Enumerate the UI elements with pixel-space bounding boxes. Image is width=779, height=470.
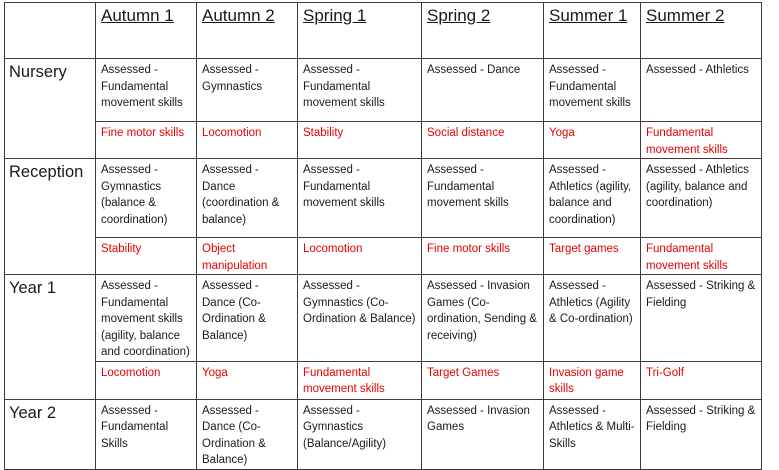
table-row: [5, 399, 762, 469]
assessed-cell: [544, 159, 641, 238]
focus-cell: [298, 122, 422, 159]
focus-text: Stability: [101, 243, 142, 255]
focus-cell: [298, 361, 422, 399]
term-header-summer-1: [544, 3, 641, 59]
assessed-text: Assessed - Athletics (agility, balance and coordination): [549, 164, 632, 226]
assessed-text: Assessed - Striking & Fielding: [646, 404, 756, 433]
focus-cell: [422, 122, 544, 159]
focus-cell: [544, 238, 641, 275]
focus-text: Target Games: [427, 366, 500, 379]
assessed-cell: [544, 275, 641, 362]
assessed-text: Assessed - Gymnastics (Co-Ordination & Balance): [303, 280, 416, 325]
term-header-summer-2: [641, 3, 762, 59]
assessed-cell: [641, 159, 762, 238]
assessed-text: Assessed - Fundamental movement skills: [427, 164, 509, 209]
year-label: Year 1: [9, 279, 57, 297]
year-label: Reception: [9, 163, 84, 181]
assessed-cell: [96, 399, 197, 469]
pe-curriculum-table: [4, 2, 762, 470]
assessed-text: Assessed - Fundamental movement skills: [303, 164, 385, 209]
assessed-cell: [197, 59, 298, 122]
assessed-text: Assessed - Fundamental movement skills (agility, balance and coordination): [101, 280, 190, 358]
assessed-text: Assessed - Invasion Games (Co-ordination, Sending & receiving): [427, 280, 537, 342]
term-header-spring-2: [422, 3, 544, 59]
focus-cell: [544, 122, 641, 159]
assessed-text: Assessed - Athletics & Multi-Skills: [549, 404, 635, 450]
assessed-text: Assessed - Fundamental movement skills: [101, 64, 183, 109]
assessed-text: Assessed - Dance (Co-Ordination & Balance): [202, 404, 266, 466]
focus-cell: [197, 361, 298, 399]
focus-text: Stability: [303, 127, 344, 139]
term-label: Autumn 1: [101, 6, 174, 25]
focus-text: Tri-Golf: [646, 366, 684, 379]
assessed-cell: [298, 399, 422, 469]
term-label: Autumn 2: [202, 6, 275, 25]
assessed-cell: [422, 275, 544, 362]
assessed-text: Assessed - Fundamental Skills: [101, 404, 169, 450]
focus-text: Object manipulation: [202, 243, 268, 272]
header-row: [5, 3, 762, 59]
assessed-cell: [422, 159, 544, 238]
assessed-cell: [422, 59, 544, 122]
assessed-text: Assessed - Gymnastics (balance & coordination): [101, 164, 168, 226]
term-label: Spring 2: [427, 6, 491, 25]
table-row: [5, 159, 762, 238]
focus-text: Locomotion: [101, 366, 161, 379]
focus-text: Fundamental movement skills: [646, 243, 728, 272]
assessed-text: Assessed - Invasion Games: [427, 404, 530, 433]
year-cell-nursery: [5, 59, 96, 159]
focus-text: Invasion game skills: [549, 366, 624, 395]
focus-text: Locomotion: [303, 243, 363, 255]
focus-row: [5, 122, 762, 159]
year-label: Nursery: [9, 63, 67, 81]
assessed-text: Assessed - Striking & Fielding: [646, 280, 756, 309]
table-row: [5, 59, 762, 122]
assessed-cell: [641, 59, 762, 122]
assessed-text: Assessed - Fundamental movement skills: [549, 64, 631, 109]
term-label: Spring 1: [303, 6, 367, 25]
assessed-text: Assessed - Athletics (agility, balance and coordination): [646, 164, 749, 209]
assessed-text: Assessed - Gymnastics: [202, 64, 263, 93]
assessed-text: Assessed - Dance (Co-Ordination & Balance): [202, 280, 266, 342]
assessed-cell: [422, 399, 544, 469]
year-cell-reception: [5, 159, 96, 275]
focus-cell: [544, 361, 641, 399]
assessed-cell: [544, 399, 641, 469]
focus-cell: [641, 122, 762, 159]
assessed-cell: [298, 59, 422, 122]
focus-cell: [96, 361, 197, 399]
assessed-text: Assessed - Athletics: [646, 64, 749, 76]
assessed-cell: [641, 399, 762, 469]
assessed-text: Assessed - Gymnastics (Balance/Agility): [303, 404, 387, 450]
focus-cell: [641, 361, 762, 399]
focus-text: Fine motor skills: [427, 243, 511, 255]
focus-cell: [422, 238, 544, 275]
focus-row: [5, 361, 762, 399]
term-header-spring-1: [298, 3, 422, 59]
assessed-text: Assessed - Athletics (Agility & Co-ordination): [549, 280, 633, 325]
focus-text: Locomotion: [202, 127, 262, 139]
focus-text: Target games: [549, 243, 619, 255]
year-label: Year 2: [9, 403, 57, 422]
term-header-autumn-1: [96, 3, 197, 59]
focus-text: Social distance: [427, 127, 505, 139]
term-label: Summer 2: [646, 6, 725, 25]
assessed-cell: [641, 275, 762, 362]
term-label: Summer 1: [549, 6, 628, 25]
assessed-cell: [197, 159, 298, 238]
focus-cell: [197, 238, 298, 275]
assessed-text: Assessed - Fundamental movement skills: [303, 64, 385, 109]
focus-text: Fundamental movement skills: [646, 127, 728, 156]
assessed-text: Assessed - Dance (coordination & balance): [202, 164, 280, 226]
focus-cell: [197, 122, 298, 159]
term-header-autumn-2: [197, 3, 298, 59]
assessed-cell: [544, 59, 641, 122]
assessed-cell: [197, 275, 298, 362]
table-row: [5, 275, 762, 362]
focus-cell: [96, 238, 197, 275]
focus-text: Yoga: [202, 366, 228, 379]
assessed-cell: [197, 399, 298, 469]
focus-cell: [641, 238, 762, 275]
focus-row: [5, 238, 762, 275]
assessed-cell: [96, 275, 197, 362]
focus-cell: [422, 361, 544, 399]
focus-text: Fine motor skills: [101, 127, 185, 139]
year-cell-year-2: [5, 399, 96, 469]
focus-text: Yoga: [549, 127, 575, 139]
assessed-cell: [298, 275, 422, 362]
focus-cell: [298, 238, 422, 275]
year-cell-year-1: [5, 275, 96, 400]
focus-cell: [96, 122, 197, 159]
assessed-cell: [96, 159, 197, 238]
assessed-cell: [298, 159, 422, 238]
corner-cell: [5, 3, 96, 59]
assessed-text: Assessed - Dance: [427, 64, 521, 76]
focus-text: Fundamental movement skills: [303, 366, 385, 395]
assessed-cell: [96, 59, 197, 122]
